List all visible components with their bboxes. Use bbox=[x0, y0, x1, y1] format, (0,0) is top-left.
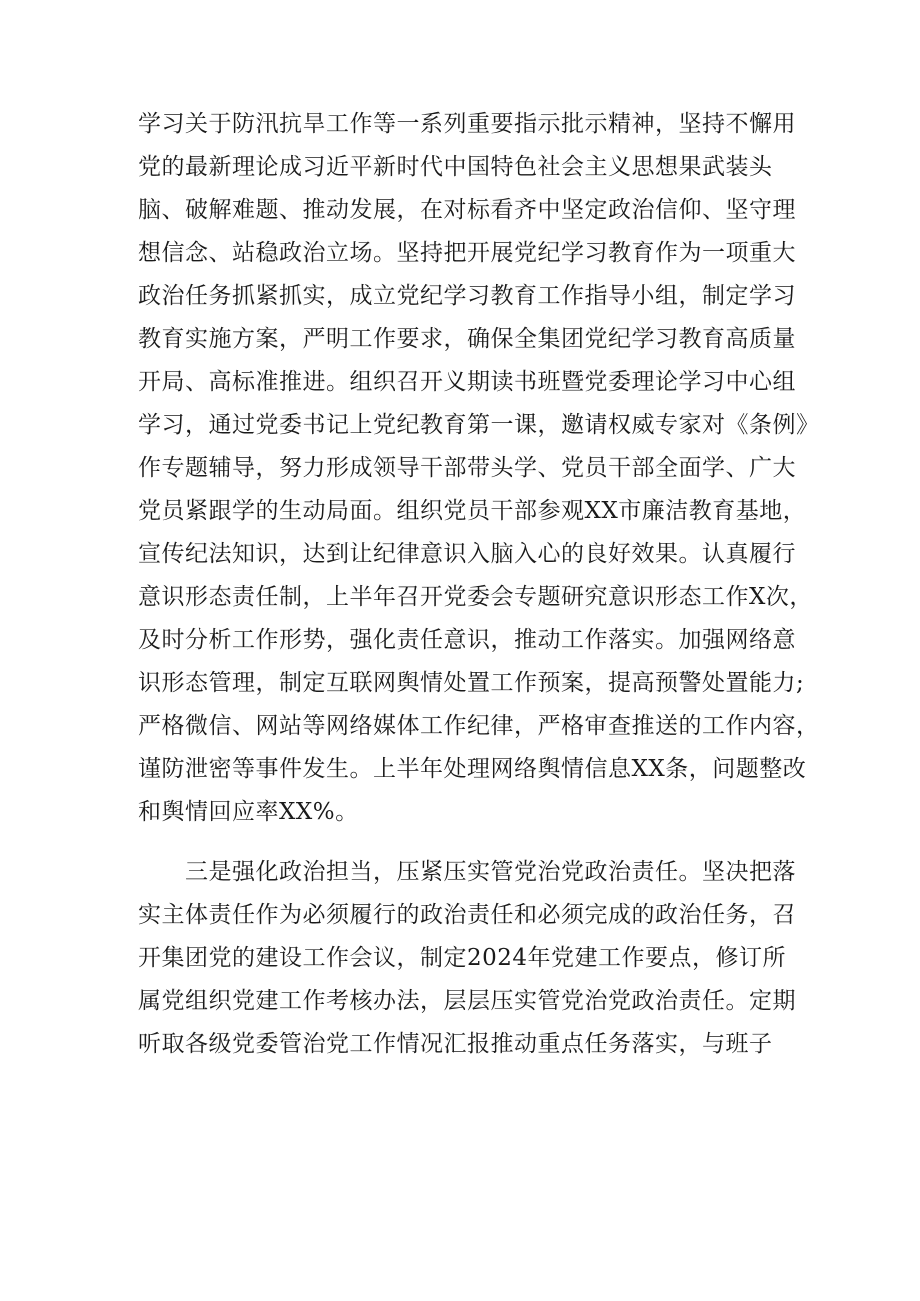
text-line: 识形态管理，制定互联网舆情处置工作预案，提高预警处置能力; bbox=[138, 670, 805, 696]
text-line: 实主体责任作为必须履行的政治责任和必须完成的政治任务，召 bbox=[138, 902, 796, 928]
text-line: 党的最新理论成习近平新时代中国特色社会主义思想果武装头 bbox=[138, 154, 773, 180]
document-body bbox=[138, 103, 820, 1066]
text-line: 谨防泄密等事件发生。上半年处理网络舆情信息XX条，问题整改 bbox=[138, 756, 807, 782]
text-line: 严格微信、网站等网络媒体工作纪律，严格审查推送的工作内容， bbox=[138, 713, 820, 739]
text-line: 学习，通过党委书记上党纪教育第一课，邀请权威专家对《条例》 bbox=[138, 412, 820, 438]
text-line: 想信念、站稳政治立场。坚持把开展党纪学习教育作为一项重大 bbox=[138, 240, 796, 266]
text-line: 及时分析工作形势，强化责任意识，推动工作落实。加强网络意 bbox=[138, 627, 796, 653]
text-line: 意识形态责任制，上半年召开党委会专题研究意识形态工作X次， bbox=[138, 584, 813, 610]
text-line: 党员紧跟学的生动局面。组织党员干部参观XX市廉洁教育基地， bbox=[138, 498, 807, 524]
text-line: 学习关于防汛抗旱工作等一系列重要指示批示精神，坚持不懈用 bbox=[138, 111, 796, 137]
paragraph-spacer bbox=[138, 834, 788, 851]
paragraph-2 bbox=[138, 851, 796, 1066]
text-line: 开集团党的建设工作会议，制定2024年党建工作要点，修订所 bbox=[138, 945, 787, 971]
paragraph-1 bbox=[138, 103, 820, 834]
text-line: 开局、高标准推进。组织召开义期读书班暨党委理论学习中心组 bbox=[138, 369, 796, 395]
text-line: 听取各级党委管治党工作情况汇报推动重点任务落实，与班子 bbox=[138, 1031, 773, 1057]
text-line: 脑、破解难题、推动发展，在对标看齐中坚定政治信仰、坚守理 bbox=[138, 197, 796, 223]
text-line: 和舆情回应率XX%。 bbox=[138, 799, 359, 825]
text-line: 教育实施方案，严明工作要求，确保全集团党纪学习教育高质量 bbox=[138, 326, 796, 352]
text-line: 宣传纪法知识，达到让纪律意识入脑入心的良好效果。认真履行 bbox=[138, 541, 796, 567]
text-line: 属党组织党建工作考核办法，层层压实管党治党政治责任。定期 bbox=[138, 988, 796, 1014]
text-line: 三是强化政治担当，压紧压实管党治党政治责任。坚决把落 bbox=[185, 859, 796, 885]
text-line: 政治任务抓紧抓实，成立党纪学习教育工作指导小组，制定学习 bbox=[138, 283, 796, 309]
text-line: 作专题辅导，努力形成领导干部带头学、党员干部全面学、广大 bbox=[138, 455, 796, 481]
